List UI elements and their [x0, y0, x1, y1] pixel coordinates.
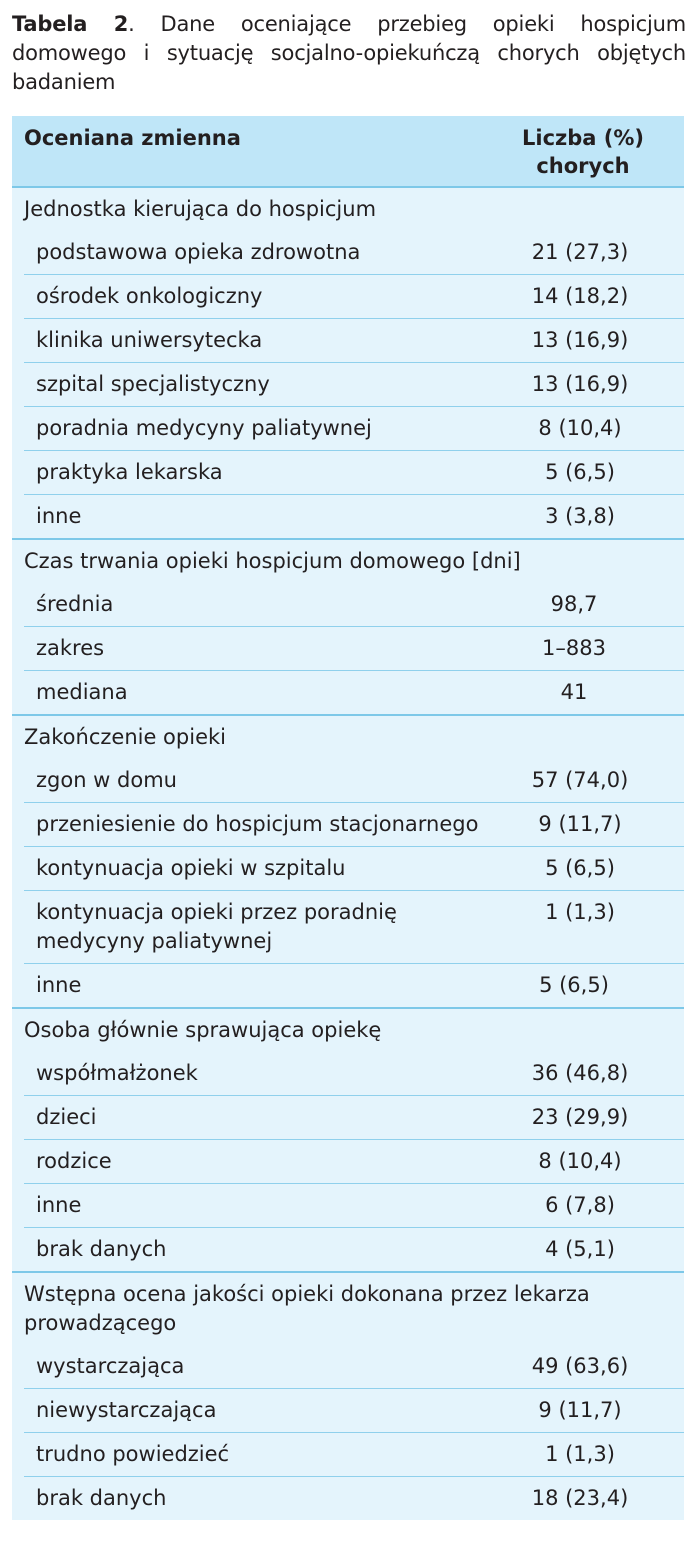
table-row — [24, 1477, 684, 1520]
table-row — [24, 275, 684, 319]
row-value: 57 (74,0) — [531, 768, 629, 792]
row-label: kontynuacja opieki w szpitalu — [36, 856, 346, 880]
section-row — [12, 538, 684, 583]
row-value: 8 (10,4) — [538, 416, 622, 440]
row-label: niewystarczająca — [36, 1398, 217, 1422]
row-label: mediana — [36, 680, 128, 704]
row-value: 14 (18,2) — [531, 284, 629, 308]
row-value: 5 (6,5) — [545, 856, 615, 880]
row-value: 36 (46,8) — [531, 1061, 629, 1085]
table-row — [24, 627, 684, 671]
row-value: 5 (6,5) — [545, 460, 615, 484]
table-row — [24, 451, 684, 495]
row-label: brak danych — [36, 1486, 167, 1510]
row-label: szpital specjalistyczny — [36, 372, 270, 396]
row-label: zakres — [36, 636, 105, 660]
table-row — [24, 583, 684, 627]
table-row — [24, 1228, 684, 1271]
row-value: 6 (7,8) — [545, 1193, 615, 1217]
row-label: inne — [36, 1193, 82, 1217]
row-value: 5 (6,5) — [539, 973, 609, 997]
row-value: 98,7 — [550, 592, 598, 616]
row-value: 49 (63,6) — [531, 1354, 629, 1378]
caption-label: Tabela 2 — [12, 12, 129, 36]
row-label: dzieci — [36, 1105, 97, 1129]
table-row — [24, 803, 684, 847]
table-row — [24, 231, 684, 275]
row-value: 1 (1,3) — [545, 900, 615, 924]
table-row — [24, 1345, 684, 1389]
header-count: Liczba (%) chorych — [521, 126, 644, 178]
table-body — [12, 188, 684, 1520]
row-label: praktyka lekarska — [36, 460, 223, 484]
row-value: 41 — [560, 680, 588, 704]
table-row — [24, 1096, 684, 1140]
row-value: 4 (5,1) — [545, 1237, 615, 1261]
row-label: zgon w domu — [36, 768, 177, 792]
row-value: 3 (3,8) — [545, 504, 615, 528]
section-row — [12, 1007, 684, 1052]
table-row — [24, 1389, 684, 1433]
row-value: 8 (10,4) — [538, 1149, 622, 1173]
row-label: kontynuacja opieki przez poradnię medycyny paliatywnej — [36, 900, 397, 953]
section-title: Zakończenie opieki — [24, 725, 226, 749]
header-variable: Oceniana zmienna — [24, 126, 241, 150]
section-title: Czas trwania opieki hospicjum domowego [dni] — [24, 549, 521, 573]
data-table — [12, 116, 684, 1520]
row-label: przeniesienie do hospicjum stacjonarnego — [36, 812, 479, 836]
caption-text: . Dane oceniające przebieg opieki hospicjum domowego i sytuację socjalno-opiekuńczą chorych objętych badaniem — [12, 12, 686, 94]
table-row — [24, 319, 684, 363]
row-label: brak danych — [36, 1237, 167, 1261]
table-row — [24, 1184, 684, 1228]
row-label: podstawowa opieka zdrowotna — [36, 240, 361, 264]
table-row — [12, 964, 684, 1007]
row-label: rodzice — [36, 1149, 112, 1173]
table-row — [24, 891, 684, 964]
row-label: współmałżonek — [36, 1061, 198, 1085]
table-row — [24, 1433, 684, 1477]
section-row — [12, 188, 684, 231]
table-row — [24, 495, 684, 538]
row-label: inne — [36, 504, 82, 528]
row-value: 1–883 — [542, 636, 606, 660]
section-title: Wstępna ocena jakości opieki dokonana przez lekarza prowadzącego — [24, 1282, 590, 1335]
row-label: inne — [36, 973, 82, 997]
row-value: 13 (16,9) — [531, 372, 629, 396]
row-label: klinika uniwersytecka — [36, 328, 263, 352]
row-label: średnia — [36, 592, 114, 616]
table-row — [24, 1140, 684, 1184]
row-label: wystarczająca — [36, 1354, 185, 1378]
table-caption — [12, 10, 686, 97]
row-value: 18 (23,4) — [531, 1486, 629, 1510]
row-value: 9 (11,7) — [538, 1398, 622, 1422]
row-label: ośrodek onkologiczny — [36, 284, 263, 308]
table-row — [24, 759, 684, 803]
row-label: poradnia medycyny paliatywnej — [36, 416, 372, 440]
table-header — [12, 116, 684, 188]
row-value: 23 (29,9) — [531, 1105, 629, 1129]
section-row — [12, 1271, 684, 1345]
section-title: Jednostka kierująca do hospicjum — [24, 197, 377, 221]
row-value: 1 (1,3) — [545, 1442, 615, 1466]
table-row — [24, 847, 684, 891]
row-value: 21 (27,3) — [531, 240, 629, 264]
table-row — [24, 407, 684, 451]
table-row — [24, 1052, 684, 1096]
table-row — [24, 363, 684, 407]
section-row — [12, 714, 684, 759]
row-label: trudno powiedzieć — [36, 1442, 230, 1466]
row-value: 9 (11,7) — [538, 812, 622, 836]
row-value: 13 (16,9) — [531, 328, 629, 352]
table-row — [24, 671, 684, 714]
section-title: Osoba głównie sprawująca opiekę — [24, 1018, 382, 1042]
